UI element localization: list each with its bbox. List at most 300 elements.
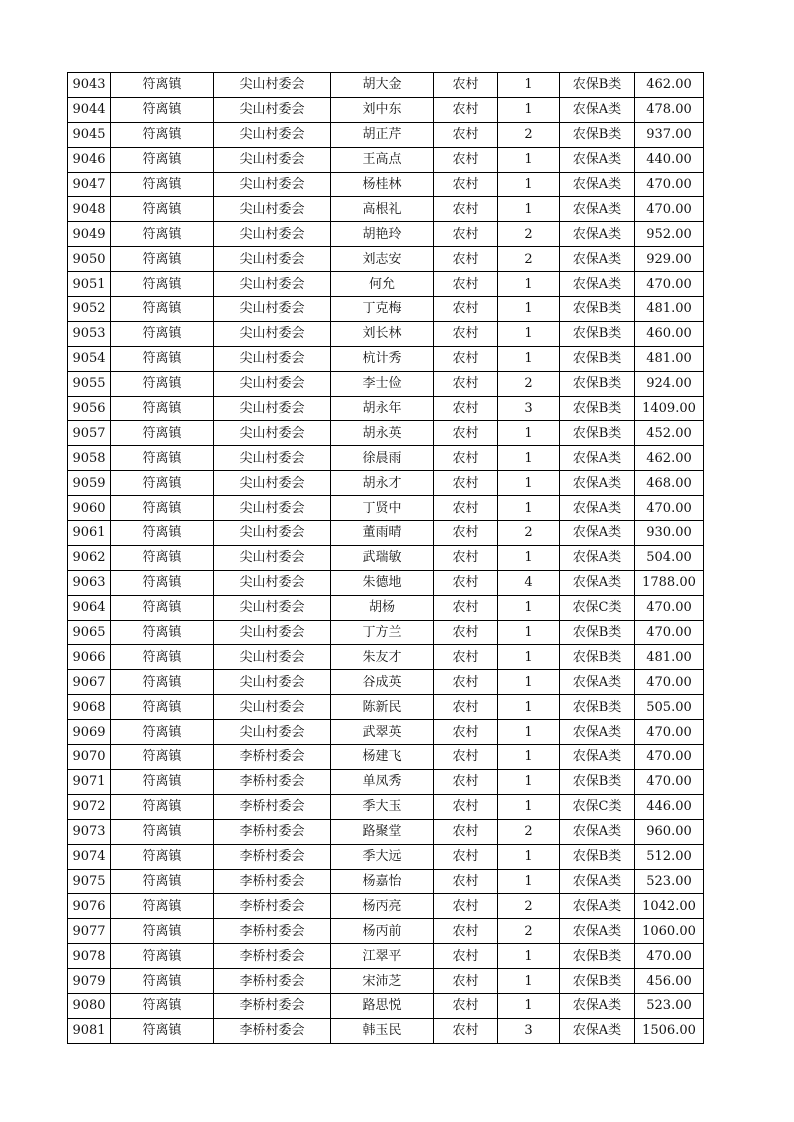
table-row xyxy=(68,969,704,994)
cell-name: 江翠平 xyxy=(331,944,434,969)
cell-id: 9079 xyxy=(68,969,111,994)
table-body xyxy=(68,73,704,1044)
cell-id: 9074 xyxy=(68,844,111,869)
cell-household-type: 农村 xyxy=(434,346,498,371)
cell-town: 符离镇 xyxy=(111,645,214,670)
cell-household-type: 农村 xyxy=(434,321,498,346)
cell-household-type: 农村 xyxy=(434,869,498,894)
cell-town: 符离镇 xyxy=(111,396,214,421)
cell-village: 尖山村委会 xyxy=(214,396,331,421)
cell-name: 丁方兰 xyxy=(331,620,434,645)
cell-town: 符离镇 xyxy=(111,819,214,844)
cell-town: 符离镇 xyxy=(111,222,214,247)
cell-id: 9051 xyxy=(68,272,111,297)
cell-household-type: 农村 xyxy=(434,944,498,969)
cell-household-type: 农村 xyxy=(434,695,498,720)
cell-town: 符离镇 xyxy=(111,147,214,172)
cell-name: 杨丙亮 xyxy=(331,894,434,919)
cell-village: 尖山村委会 xyxy=(214,247,331,272)
cell-town: 符离镇 xyxy=(111,346,214,371)
cell-name: 陈新民 xyxy=(331,695,434,720)
cell-village: 尖山村委会 xyxy=(214,695,331,720)
cell-town: 符离镇 xyxy=(111,894,214,919)
cell-category: 农保A类 xyxy=(560,272,635,297)
cell-village: 尖山村委会 xyxy=(214,670,331,695)
subsidy-table xyxy=(67,72,704,1044)
cell-amount: 504.00 xyxy=(635,545,704,570)
cell-id: 9043 xyxy=(68,73,111,98)
cell-household-type: 农村 xyxy=(434,97,498,122)
cell-village: 李桥村委会 xyxy=(214,794,331,819)
cell-category: 农保A类 xyxy=(560,97,635,122)
cell-id: 9063 xyxy=(68,570,111,595)
cell-name: 谷成英 xyxy=(331,670,434,695)
cell-amount: 452.00 xyxy=(635,421,704,446)
cell-count: 2 xyxy=(498,122,560,147)
cell-town: 符离镇 xyxy=(111,993,214,1018)
cell-count: 1 xyxy=(498,272,560,297)
table-row xyxy=(68,421,704,446)
cell-amount: 1506.00 xyxy=(635,1018,704,1043)
cell-count: 1 xyxy=(498,645,560,670)
cell-household-type: 农村 xyxy=(434,371,498,396)
table-row xyxy=(68,894,704,919)
cell-id: 9053 xyxy=(68,321,111,346)
cell-town: 符离镇 xyxy=(111,446,214,471)
table-row xyxy=(68,720,704,745)
table-row xyxy=(68,172,704,197)
table-row xyxy=(68,396,704,421)
cell-amount: 481.00 xyxy=(635,346,704,371)
cell-category: 农保B类 xyxy=(560,396,635,421)
cell-count: 1 xyxy=(498,969,560,994)
cell-count: 1 xyxy=(498,496,560,521)
cell-name: 徐晨雨 xyxy=(331,446,434,471)
cell-household-type: 农村 xyxy=(434,844,498,869)
table-row xyxy=(68,993,704,1018)
cell-count: 2 xyxy=(498,819,560,844)
cell-household-type: 农村 xyxy=(434,73,498,98)
cell-name: 胡艳玲 xyxy=(331,222,434,247)
cell-village: 李桥村委会 xyxy=(214,869,331,894)
cell-amount: 470.00 xyxy=(635,620,704,645)
table-row xyxy=(68,570,704,595)
cell-name: 武瑞敏 xyxy=(331,545,434,570)
cell-household-type: 农村 xyxy=(434,172,498,197)
cell-amount: 460.00 xyxy=(635,321,704,346)
table-row xyxy=(68,595,704,620)
table-row xyxy=(68,247,704,272)
cell-name: 季大玉 xyxy=(331,794,434,819)
cell-amount: 930.00 xyxy=(635,521,704,546)
cell-category: 农保C类 xyxy=(560,595,635,620)
cell-village: 尖山村委会 xyxy=(214,73,331,98)
cell-id: 9052 xyxy=(68,297,111,322)
cell-category: 农保A类 xyxy=(560,545,635,570)
cell-name: 路思悦 xyxy=(331,993,434,1018)
cell-id: 9064 xyxy=(68,595,111,620)
cell-amount: 470.00 xyxy=(635,272,704,297)
table-row xyxy=(68,222,704,247)
cell-town: 符离镇 xyxy=(111,670,214,695)
cell-household-type: 农村 xyxy=(434,794,498,819)
table-row xyxy=(68,346,704,371)
cell-name: 武翠英 xyxy=(331,720,434,745)
table-row xyxy=(68,944,704,969)
cell-category: 农保A类 xyxy=(560,496,635,521)
cell-category: 农保A类 xyxy=(560,670,635,695)
cell-category: 农保B类 xyxy=(560,122,635,147)
cell-village: 李桥村委会 xyxy=(214,1018,331,1043)
cell-category: 农保A类 xyxy=(560,172,635,197)
cell-id: 9056 xyxy=(68,396,111,421)
cell-category: 农保B类 xyxy=(560,620,635,645)
cell-town: 符离镇 xyxy=(111,720,214,745)
cell-village: 尖山村委会 xyxy=(214,496,331,521)
cell-category: 农保B类 xyxy=(560,969,635,994)
cell-count: 1 xyxy=(498,73,560,98)
cell-amount: 468.00 xyxy=(635,471,704,496)
cell-amount: 470.00 xyxy=(635,595,704,620)
cell-count: 1 xyxy=(498,720,560,745)
table-row xyxy=(68,670,704,695)
table-row xyxy=(68,321,704,346)
cell-household-type: 农村 xyxy=(434,471,498,496)
cell-id: 9054 xyxy=(68,346,111,371)
cell-name: 胡永才 xyxy=(331,471,434,496)
cell-category: 农保B类 xyxy=(560,346,635,371)
cell-category: 农保A类 xyxy=(560,894,635,919)
cell-name: 刘志安 xyxy=(331,247,434,272)
cell-category: 农保A类 xyxy=(560,993,635,1018)
cell-id: 9071 xyxy=(68,769,111,794)
cell-count: 1 xyxy=(498,446,560,471)
cell-id: 9048 xyxy=(68,197,111,222)
cell-household-type: 农村 xyxy=(434,720,498,745)
cell-count: 3 xyxy=(498,1018,560,1043)
table-row xyxy=(68,645,704,670)
cell-town: 符离镇 xyxy=(111,570,214,595)
cell-count: 1 xyxy=(498,172,560,197)
cell-village: 尖山村委会 xyxy=(214,147,331,172)
table-row xyxy=(68,147,704,172)
cell-count: 3 xyxy=(498,396,560,421)
cell-household-type: 农村 xyxy=(434,297,498,322)
cell-id: 9073 xyxy=(68,819,111,844)
table-row xyxy=(68,620,704,645)
cell-household-type: 农村 xyxy=(434,222,498,247)
cell-amount: 446.00 xyxy=(635,794,704,819)
cell-id: 9050 xyxy=(68,247,111,272)
cell-village: 尖山村委会 xyxy=(214,371,331,396)
cell-name: 杨嘉怡 xyxy=(331,869,434,894)
cell-amount: 440.00 xyxy=(635,147,704,172)
cell-amount: 481.00 xyxy=(635,297,704,322)
cell-id: 9046 xyxy=(68,147,111,172)
cell-id: 9047 xyxy=(68,172,111,197)
table-row xyxy=(68,471,704,496)
cell-name: 路聚堂 xyxy=(331,819,434,844)
cell-amount: 523.00 xyxy=(635,993,704,1018)
cell-name: 高根礼 xyxy=(331,197,434,222)
cell-household-type: 农村 xyxy=(434,595,498,620)
cell-town: 符离镇 xyxy=(111,247,214,272)
cell-category: 农保A类 xyxy=(560,446,635,471)
cell-amount: 478.00 xyxy=(635,97,704,122)
cell-village: 尖山村委会 xyxy=(214,521,331,546)
cell-name: 胡大金 xyxy=(331,73,434,98)
cell-household-type: 农村 xyxy=(434,969,498,994)
cell-count: 2 xyxy=(498,247,560,272)
cell-town: 符离镇 xyxy=(111,197,214,222)
cell-village: 尖山村委会 xyxy=(214,272,331,297)
cell-town: 符离镇 xyxy=(111,1018,214,1043)
table-row xyxy=(68,446,704,471)
cell-category: 农保A类 xyxy=(560,147,635,172)
cell-category: 农保A类 xyxy=(560,222,635,247)
cell-category: 农保B类 xyxy=(560,297,635,322)
cell-name: 宋沛芝 xyxy=(331,969,434,994)
cell-id: 9081 xyxy=(68,1018,111,1043)
cell-amount: 523.00 xyxy=(635,869,704,894)
cell-village: 尖山村委会 xyxy=(214,446,331,471)
cell-category: 农保A类 xyxy=(560,919,635,944)
cell-town: 符离镇 xyxy=(111,695,214,720)
cell-count: 1 xyxy=(498,844,560,869)
cell-village: 尖山村委会 xyxy=(214,122,331,147)
cell-id: 9075 xyxy=(68,869,111,894)
cell-amount: 470.00 xyxy=(635,496,704,521)
cell-id: 9045 xyxy=(68,122,111,147)
cell-amount: 470.00 xyxy=(635,720,704,745)
cell-town: 符离镇 xyxy=(111,794,214,819)
cell-name: 朱德地 xyxy=(331,570,434,595)
cell-category: 农保B类 xyxy=(560,321,635,346)
cell-id: 9062 xyxy=(68,545,111,570)
cell-category: 农保A类 xyxy=(560,720,635,745)
cell-id: 9066 xyxy=(68,645,111,670)
cell-amount: 470.00 xyxy=(635,769,704,794)
cell-count: 2 xyxy=(498,919,560,944)
cell-household-type: 农村 xyxy=(434,919,498,944)
cell-town: 符离镇 xyxy=(111,297,214,322)
cell-id: 9072 xyxy=(68,794,111,819)
cell-town: 符离镇 xyxy=(111,595,214,620)
cell-count: 1 xyxy=(498,321,560,346)
cell-town: 符离镇 xyxy=(111,745,214,770)
cell-amount: 505.00 xyxy=(635,695,704,720)
cell-village: 李桥村委会 xyxy=(214,745,331,770)
cell-amount: 481.00 xyxy=(635,645,704,670)
cell-amount: 1788.00 xyxy=(635,570,704,595)
cell-village: 李桥村委会 xyxy=(214,819,331,844)
cell-category: 农保A类 xyxy=(560,247,635,272)
cell-town: 符离镇 xyxy=(111,321,214,346)
cell-village: 尖山村委会 xyxy=(214,297,331,322)
cell-town: 符离镇 xyxy=(111,172,214,197)
cell-village: 李桥村委会 xyxy=(214,844,331,869)
cell-count: 1 xyxy=(498,471,560,496)
cell-id: 9067 xyxy=(68,670,111,695)
table-row xyxy=(68,695,704,720)
table-row xyxy=(68,97,704,122)
cell-household-type: 农村 xyxy=(434,421,498,446)
cell-category: 农保A类 xyxy=(560,570,635,595)
cell-count: 1 xyxy=(498,869,560,894)
table-row xyxy=(68,122,704,147)
cell-town: 符离镇 xyxy=(111,97,214,122)
cell-name: 李士俭 xyxy=(331,371,434,396)
cell-category: 农保A类 xyxy=(560,197,635,222)
cell-village: 尖山村委会 xyxy=(214,172,331,197)
cell-town: 符离镇 xyxy=(111,272,214,297)
cell-household-type: 农村 xyxy=(434,197,498,222)
cell-village: 李桥村委会 xyxy=(214,919,331,944)
cell-amount: 512.00 xyxy=(635,844,704,869)
cell-count: 1 xyxy=(498,595,560,620)
cell-amount: 960.00 xyxy=(635,819,704,844)
cell-count: 4 xyxy=(498,570,560,595)
cell-id: 9080 xyxy=(68,993,111,1018)
cell-village: 尖山村委会 xyxy=(214,421,331,446)
cell-id: 9058 xyxy=(68,446,111,471)
table-row xyxy=(68,819,704,844)
cell-id: 9068 xyxy=(68,695,111,720)
cell-count: 1 xyxy=(498,421,560,446)
cell-town: 符离镇 xyxy=(111,844,214,869)
cell-town: 符离镇 xyxy=(111,620,214,645)
cell-name: 胡永英 xyxy=(331,421,434,446)
cell-count: 2 xyxy=(498,222,560,247)
cell-id: 9059 xyxy=(68,471,111,496)
cell-amount: 462.00 xyxy=(635,446,704,471)
cell-count: 1 xyxy=(498,197,560,222)
cell-count: 1 xyxy=(498,147,560,172)
cell-id: 9070 xyxy=(68,745,111,770)
cell-id: 9055 xyxy=(68,371,111,396)
table-row xyxy=(68,745,704,770)
cell-category: 农保B类 xyxy=(560,944,635,969)
cell-household-type: 农村 xyxy=(434,272,498,297)
cell-village: 李桥村委会 xyxy=(214,769,331,794)
cell-category: 农保A类 xyxy=(560,521,635,546)
cell-name: 杨丙前 xyxy=(331,919,434,944)
cell-category: 农保A类 xyxy=(560,745,635,770)
cell-count: 1 xyxy=(498,695,560,720)
cell-name: 丁克梅 xyxy=(331,297,434,322)
cell-count: 2 xyxy=(498,894,560,919)
cell-name: 朱友才 xyxy=(331,645,434,670)
cell-town: 符离镇 xyxy=(111,869,214,894)
cell-count: 1 xyxy=(498,545,560,570)
cell-name: 杭计秀 xyxy=(331,346,434,371)
cell-count: 1 xyxy=(498,97,560,122)
cell-category: 农保B类 xyxy=(560,421,635,446)
cell-count: 1 xyxy=(498,944,560,969)
cell-household-type: 农村 xyxy=(434,396,498,421)
cell-count: 1 xyxy=(498,620,560,645)
cell-household-type: 农村 xyxy=(434,993,498,1018)
table-row xyxy=(68,197,704,222)
cell-village: 尖山村委会 xyxy=(214,197,331,222)
cell-village: 尖山村委会 xyxy=(214,595,331,620)
table-row xyxy=(68,272,704,297)
cell-count: 1 xyxy=(498,993,560,1018)
table-row xyxy=(68,73,704,98)
cell-household-type: 农村 xyxy=(434,645,498,670)
cell-category: 农保A类 xyxy=(560,869,635,894)
cell-village: 尖山村委会 xyxy=(214,321,331,346)
cell-id: 9065 xyxy=(68,620,111,645)
cell-village: 尖山村委会 xyxy=(214,471,331,496)
cell-household-type: 农村 xyxy=(434,496,498,521)
cell-town: 符离镇 xyxy=(111,521,214,546)
cell-id: 9077 xyxy=(68,919,111,944)
cell-village: 李桥村委会 xyxy=(214,993,331,1018)
cell-household-type: 农村 xyxy=(434,122,498,147)
cell-amount: 929.00 xyxy=(635,247,704,272)
cell-village: 尖山村委会 xyxy=(214,97,331,122)
cell-village: 尖山村委会 xyxy=(214,645,331,670)
table-row xyxy=(68,521,704,546)
table-row xyxy=(68,1018,704,1043)
cell-name: 杨建飞 xyxy=(331,745,434,770)
cell-town: 符离镇 xyxy=(111,769,214,794)
cell-town: 符离镇 xyxy=(111,371,214,396)
cell-village: 李桥村委会 xyxy=(214,894,331,919)
table-row xyxy=(68,869,704,894)
cell-amount: 470.00 xyxy=(635,172,704,197)
cell-name: 胡正芹 xyxy=(331,122,434,147)
cell-count: 1 xyxy=(498,745,560,770)
cell-village: 尖山村委会 xyxy=(214,720,331,745)
cell-household-type: 农村 xyxy=(434,745,498,770)
cell-amount: 470.00 xyxy=(635,670,704,695)
cell-town: 符离镇 xyxy=(111,919,214,944)
cell-household-type: 农村 xyxy=(434,147,498,172)
cell-category: 农保A类 xyxy=(560,471,635,496)
cell-category: 农保B类 xyxy=(560,695,635,720)
cell-household-type: 农村 xyxy=(434,1018,498,1043)
cell-name: 王高点 xyxy=(331,147,434,172)
cell-amount: 470.00 xyxy=(635,745,704,770)
cell-count: 1 xyxy=(498,346,560,371)
cell-household-type: 农村 xyxy=(434,769,498,794)
cell-amount: 937.00 xyxy=(635,122,704,147)
cell-count: 2 xyxy=(498,521,560,546)
cell-town: 符离镇 xyxy=(111,73,214,98)
cell-id: 9044 xyxy=(68,97,111,122)
cell-town: 符离镇 xyxy=(111,421,214,446)
cell-category: 农保B类 xyxy=(560,844,635,869)
cell-town: 符离镇 xyxy=(111,944,214,969)
cell-household-type: 农村 xyxy=(434,521,498,546)
cell-name: 单凤秀 xyxy=(331,769,434,794)
cell-name: 季大远 xyxy=(331,844,434,869)
cell-village: 尖山村委会 xyxy=(214,620,331,645)
cell-name: 胡永年 xyxy=(331,396,434,421)
cell-household-type: 农村 xyxy=(434,545,498,570)
cell-id: 9057 xyxy=(68,421,111,446)
cell-name: 刘长林 xyxy=(331,321,434,346)
cell-village: 尖山村委会 xyxy=(214,545,331,570)
cell-id: 9076 xyxy=(68,894,111,919)
cell-category: 农保B类 xyxy=(560,645,635,670)
cell-name: 董雨晴 xyxy=(331,521,434,546)
cell-id: 9069 xyxy=(68,720,111,745)
cell-household-type: 农村 xyxy=(434,894,498,919)
cell-amount: 470.00 xyxy=(635,197,704,222)
